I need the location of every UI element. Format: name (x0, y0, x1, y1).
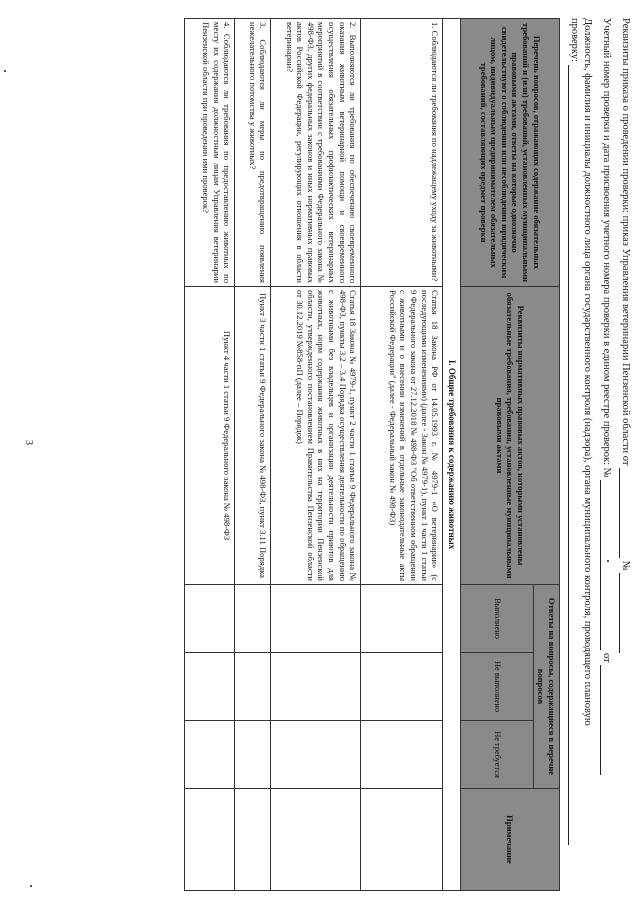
page-number: 3 (23, 440, 34, 445)
note-cell[interactable] (361, 789, 443, 891)
done-cell[interactable] (361, 585, 443, 653)
not-required-cell[interactable] (271, 721, 361, 789)
references-column-header: Реквизиты нормативных правовых актов, которыми установлены обязательные требования, требования, установленные муниципальными правовыми актами (460, 287, 559, 585)
not-required-cell[interactable] (185, 721, 235, 789)
answers-column-header: Ответы на вопросы, содержащиеся в перечне вопросов (533, 585, 559, 789)
registry-number-text: Учетный номер проверки и дата присвоения учетного номера проверки в едином реестре проверок: № (601, 18, 612, 478)
order-number-field[interactable] (619, 573, 631, 653)
reference-cell: Статья 18 Закона РФ от 14.05.1993 г. № 4979-1 «О ветеринарии» (с последующими изменениями) (далее - Закон № 4979-1), пункт 1 части 1 статьи 9 Федерального закона от 27.12.2018 № 498-ФЗ "Об ответственном обращении с животными и о внесении изменений в отдельные законодательные акты Российской Федерации" (далее - Федеральный закон № 498-ФЗ) (361, 287, 443, 585)
scan-speck (4, 70, 6, 72)
inspector-text-continued: проверку: (569, 18, 580, 62)
question-cell: 2. Выполняются ли требования по обеспечению своевременного оказания животным ветеринарной помощи и своевременного осуществления обязательных профилактических ветеринарных мероприятий в соответствии с требованиями Федерального закона № 498-ФЗ, других федеральных законов и иных нормативных правовых актов Российской Федерации, регулирующих отношения в области ветеринарии? (271, 19, 361, 287)
question-cell: 3. Соблюдаются ли меры по предотвращению появления нежелательного потомства у животных? (235, 19, 271, 287)
reference-cell: Статья 18 Закона № 4979-1, пункт 2 части 1 статьи 9 Федерального закона № 498-ФЗ, пункты 3.2 – 3.4 Порядка осуществления деятельности по обращению с животными без владельцев и организации деятельности приютов для животных, норм содержания животных в них на территории Пензенской области, утвержденного постановлением Правительства Пензенской области от 30.12.2019 №858-пП (далее – Порядок) (271, 287, 361, 585)
not-done-cell[interactable] (235, 653, 271, 721)
scan-speck (607, 560, 609, 562)
table-row (185, 19, 235, 891)
done-cell[interactable] (235, 585, 271, 653)
checklist-table (184, 18, 560, 891)
not-done-cell[interactable] (185, 653, 235, 721)
not-required-column-header: Не требуется (460, 721, 533, 789)
questions-column-header: Перечень вопросов, отражающих содержание обязательных требований и (или) требований, установленных муниципальными правовыми актами, ответы на которые однозначно свидетельствуют о соблюдении или несоблюдении юридическим лицом, индивидуальным предпринимателем обязательных требований, составляющих предмет проверки (460, 19, 559, 287)
registry-number-line (600, 18, 613, 888)
note-cell[interactable] (235, 789, 271, 891)
table-row (361, 19, 443, 891)
done-column-header: Выполнено (460, 585, 533, 653)
table-row (235, 19, 271, 891)
reference-cell: Пункт 4 части 1 статьи 9 Федерального закона № 498-ФЗ (185, 287, 235, 585)
registry-number-field[interactable] (600, 480, 612, 650)
inspector-line (581, 18, 594, 888)
order-date-field[interactable] (619, 468, 631, 558)
question-cell: 1. Соблюдаются ли требования по надлежащему уходу за животными? (361, 19, 443, 287)
registry-from-label: от (601, 652, 612, 663)
not-required-cell[interactable] (235, 721, 271, 789)
question-cell: 4. Соблюдаются ли требования по предоставлению животных по месту их содержания должностным лицам Управления ветеринарии Пензенской области при проведении ими проверок? (185, 19, 235, 287)
not-done-cell[interactable] (361, 653, 443, 721)
section-title: I. Общие требования к содержанию животных (443, 19, 461, 891)
order-number-label: № (620, 560, 631, 571)
scan-speck (30, 885, 32, 887)
note-cell[interactable] (185, 789, 235, 891)
order-requisites-line (619, 18, 632, 888)
inspector-line-continued (568, 18, 581, 888)
note-cell[interactable] (271, 789, 361, 891)
table-row (271, 19, 361, 891)
done-cell[interactable] (185, 585, 235, 653)
not-done-column-header: Не выполнено (460, 653, 533, 721)
not-done-cell[interactable] (271, 653, 361, 721)
order-requisites-text: Реквизиты приказа о проведении проверки: приказ Управления ветеринарии Пензенской области от (620, 18, 631, 466)
note-column-header: Примечание (460, 789, 559, 891)
registry-date-field[interactable] (600, 665, 612, 775)
table-header-row (533, 19, 559, 891)
inspector-text: Должность, фамилия и инициалы должностного лица органа государственного контроля (надзора), органа муниципального контроля, проводящего плановую (582, 18, 593, 726)
done-cell[interactable] (271, 585, 361, 653)
reference-cell: Пункт 3 части 1 статьи 9 Федерального закона № 498-ФЗ, пункт 3.11 Порядка (235, 287, 271, 585)
section-row (443, 19, 461, 891)
not-required-cell[interactable] (361, 721, 443, 789)
inspector-field[interactable] (568, 65, 580, 845)
